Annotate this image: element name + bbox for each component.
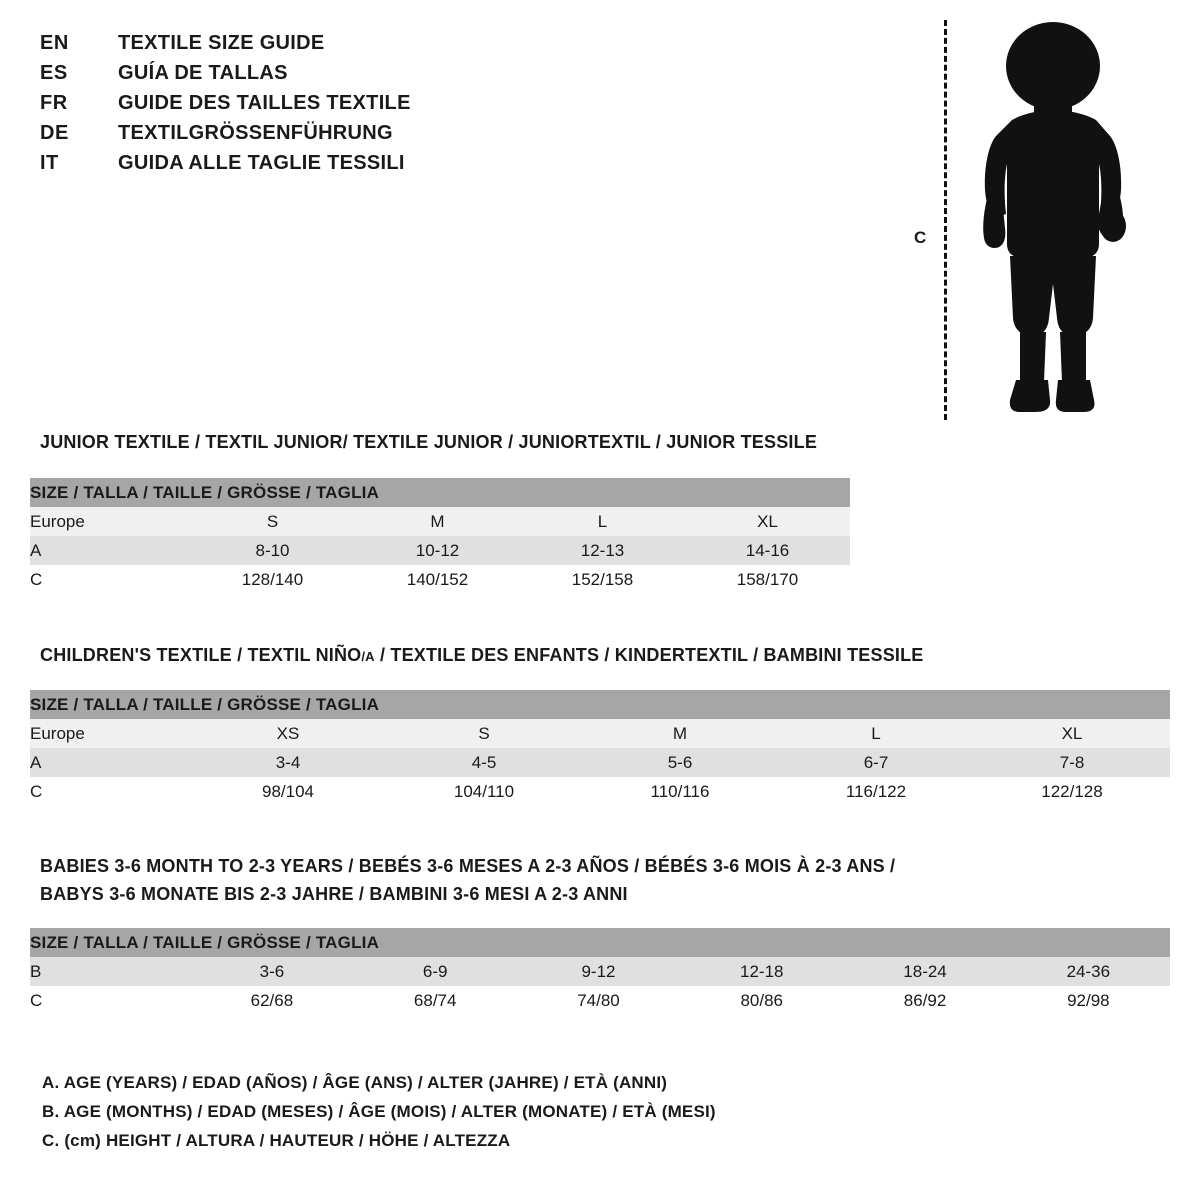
table-row xyxy=(30,777,1170,806)
section-title-children-post: / TEXTILE DES ENFANTS / KINDERTEXTIL / BAMBINI TESSILE xyxy=(374,645,924,665)
section-title-junior: JUNIOR TEXTILE / TEXTIL JUNIOR/ TEXTILE JUNIOR / JUNIORTEXTIL / JUNIOR TESSILE xyxy=(40,432,818,452)
table-children xyxy=(30,690,1170,806)
child-silhouette-icon xyxy=(950,18,1150,418)
section-title-babies-line2: BABYS 3-6 MONATE BIS 2-3 JAHRE / BAMBINI 3-6 MESI A 2-3 ANNI xyxy=(40,884,628,904)
cell-value: 6-9 xyxy=(354,957,517,986)
row-label: A xyxy=(30,748,190,777)
language-row xyxy=(40,92,560,122)
cell-value: 80/86 xyxy=(680,986,843,1015)
cell-value: 122/128 xyxy=(974,777,1170,806)
table-row xyxy=(30,536,850,565)
cell-value: 140/152 xyxy=(355,565,520,594)
row-label: Europe xyxy=(30,719,190,748)
footnotes-block xyxy=(42,1068,716,1155)
row-label: Europe xyxy=(30,507,190,536)
table-junior xyxy=(30,478,850,594)
section-title-children xyxy=(40,645,924,666)
cell-value: 12-13 xyxy=(520,536,685,565)
table-row xyxy=(30,986,1170,1015)
row-label: A xyxy=(30,536,190,565)
cell-value: 110/116 xyxy=(582,777,778,806)
footnote-a: A. AGE (YEARS) / EDAD (AÑOS) / ÂGE (ANS) / ALTER (JAHRE) / ETÀ (ANNI) xyxy=(42,1073,668,1092)
cell-value: 24-36 xyxy=(1007,957,1170,986)
language-code-es: ES xyxy=(40,62,68,84)
cell-value: 98/104 xyxy=(190,777,386,806)
cell-value: 92/98 xyxy=(1007,986,1170,1015)
cell-value: S xyxy=(386,719,582,748)
cell-value: 68/74 xyxy=(354,986,517,1015)
table-header-bar xyxy=(30,690,1170,719)
table-row xyxy=(30,748,1170,777)
language-header-block xyxy=(40,32,560,182)
table-header-label: SIZE / TALLA / TAILLE / GRÖSSE / TAGLIA xyxy=(30,478,850,507)
cell-value: 5-6 xyxy=(582,748,778,777)
section-title-children-sub: /A xyxy=(361,649,375,664)
cell-value: 14-16 xyxy=(685,536,850,565)
language-code-it: IT xyxy=(40,152,59,174)
section-title-babies-line1: BABIES 3-6 MONTH TO 2-3 YEARS / BEBÉS 3-6 MESES A 2-3 AÑOS / BÉBÉS 3-6 MOIS À 2-3 ANS / xyxy=(40,856,896,876)
language-row xyxy=(40,32,560,62)
language-text-es: GUÍA DE TALLAS xyxy=(118,62,288,84)
cell-value: 3-6 xyxy=(190,957,353,986)
table-row xyxy=(30,507,850,536)
row-label: B xyxy=(30,957,190,986)
cell-value: XL xyxy=(685,507,850,536)
cell-value: L xyxy=(520,507,685,536)
table-babies xyxy=(30,928,1170,1015)
cell-value: 8-10 xyxy=(190,536,355,565)
section-title-children-pre: CHILDREN'S TEXTILE / TEXTIL NIÑO xyxy=(40,645,362,665)
cell-value: L xyxy=(778,719,974,748)
table-row xyxy=(30,719,1170,748)
cell-value: XS xyxy=(190,719,386,748)
cell-value: 128/140 xyxy=(190,565,355,594)
footnote-b: B. AGE (MONTHS) / EDAD (MESES) / ÂGE (MOIS) / ALTER (MONATE) / ETÀ (MESI) xyxy=(42,1102,716,1121)
cell-value: M xyxy=(355,507,520,536)
cell-value: 158/170 xyxy=(685,565,850,594)
cell-value: 86/92 xyxy=(843,986,1006,1015)
language-text-en: TEXTILE SIZE GUIDE xyxy=(118,32,325,54)
language-code-en: EN xyxy=(40,32,69,54)
cell-value: 3-4 xyxy=(190,748,386,777)
height-dashed-line xyxy=(944,20,947,420)
row-label: C xyxy=(30,986,190,1015)
cell-value: 9-12 xyxy=(517,957,680,986)
cell-value: 18-24 xyxy=(843,957,1006,986)
table-row xyxy=(30,565,850,594)
footnote-c: C. (cm) HEIGHT / ALTURA / HAUTEUR / HÖHE / ALTEZZA xyxy=(42,1131,511,1150)
row-label: C xyxy=(30,565,190,594)
table-header-label: SIZE / TALLA / TAILLE / GRÖSSE / TAGLIA xyxy=(30,928,1170,957)
language-text-it: GUIDA ALLE TAGLIE TESSILI xyxy=(118,152,405,174)
cell-value: 7-8 xyxy=(974,748,1170,777)
row-label: C xyxy=(30,777,190,806)
table-header-bar xyxy=(30,928,1170,957)
language-row xyxy=(40,122,560,152)
language-row xyxy=(40,62,560,92)
language-code-de: DE xyxy=(40,122,69,144)
cell-value: 152/158 xyxy=(520,565,685,594)
height-marker-label: C xyxy=(914,228,927,247)
table-header-bar xyxy=(30,478,850,507)
cell-value: 116/122 xyxy=(778,777,974,806)
language-code-fr: FR xyxy=(40,92,68,114)
cell-value: 12-18 xyxy=(680,957,843,986)
language-text-fr: GUIDE DES TAILLES TEXTILE xyxy=(118,92,411,114)
table-row xyxy=(30,957,1170,986)
height-figure xyxy=(900,10,1160,420)
table-header-label: SIZE / TALLA / TAILLE / GRÖSSE / TAGLIA xyxy=(30,690,1170,719)
cell-value: 10-12 xyxy=(355,536,520,565)
cell-value: 74/80 xyxy=(517,986,680,1015)
language-text-de: TEXTILGRÖSSENFÜHRUNG xyxy=(118,122,393,144)
cell-value: 4-5 xyxy=(386,748,582,777)
cell-value: XL xyxy=(974,719,1170,748)
cell-value: 62/68 xyxy=(190,986,353,1015)
cell-value: 104/110 xyxy=(386,777,582,806)
cell-value: 6-7 xyxy=(778,748,974,777)
language-row xyxy=(40,152,560,182)
cell-value: M xyxy=(582,719,778,748)
cell-value: S xyxy=(190,507,355,536)
